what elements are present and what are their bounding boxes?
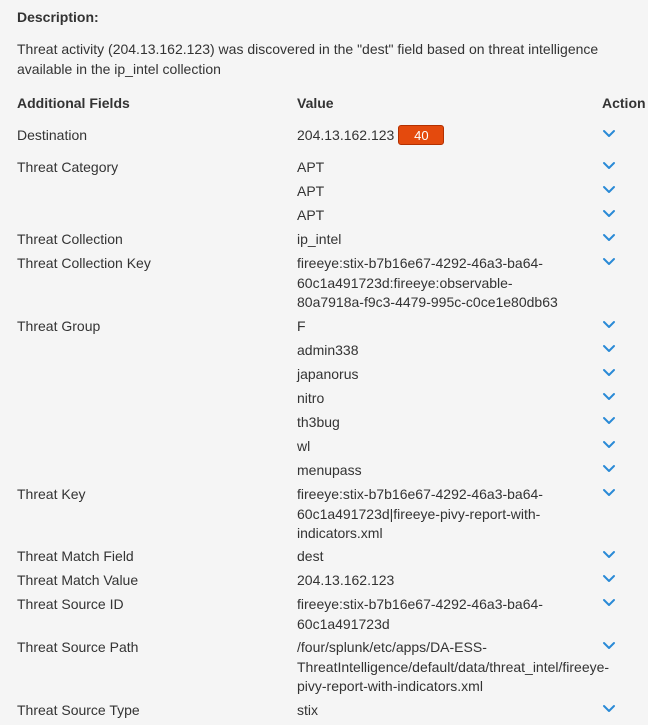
field-values: [297, 595, 597, 634]
header-additional-fields: Additional Fields: [17, 95, 130, 111]
field-value-item: [297, 595, 597, 634]
field-name: Threat Group: [17, 318, 101, 334]
field-value-item: [297, 413, 597, 431]
chevron-down-icon[interactable]: [602, 344, 616, 354]
chevron-down-icon[interactable]: [602, 161, 616, 171]
field-value: 204.13.162.123: [297, 127, 395, 143]
field-value-item: [297, 437, 597, 455]
header-value: Value: [297, 95, 334, 111]
field-value: th3bug: [297, 414, 340, 430]
field-value-item: [297, 206, 597, 224]
field-value-item: [297, 389, 597, 407]
chevron-down-icon[interactable]: [602, 550, 616, 560]
chevron-down-icon[interactable]: [602, 464, 616, 474]
chevron-down-icon[interactable]: [602, 440, 616, 450]
field-values: [297, 571, 597, 589]
field-value: wl: [297, 438, 311, 454]
chevron-down-icon[interactable]: [602, 185, 616, 195]
header-action: Action: [602, 95, 646, 111]
field-value-item: [297, 230, 597, 248]
field-value-item: [297, 158, 597, 176]
field-value-item: [297, 547, 597, 565]
chevron-down-icon[interactable]: [602, 129, 616, 139]
field-value-item: [297, 317, 597, 335]
field-values: [297, 126, 597, 145]
field-value: japanorus: [297, 366, 359, 382]
field-value: fireeye:stix-b7b16e67-4292-46a3-ba64-60c1a491723d|fireeye-pivy-report-with-indicators.xml: [297, 486, 543, 541]
field-values: [297, 638, 610, 697]
chevron-down-icon[interactable]: [602, 641, 616, 651]
field-value: 204.13.162.123: [297, 572, 395, 588]
field-name: Threat Source Path: [17, 639, 139, 655]
chevron-down-icon[interactable]: [602, 598, 616, 608]
chevron-down-icon[interactable]: [602, 416, 616, 426]
field-value: nitro: [297, 390, 325, 406]
field-name: Threat Key: [17, 486, 86, 502]
field-value-item: [297, 365, 597, 383]
field-values: [297, 254, 597, 313]
field-value: admin338: [297, 342, 359, 358]
chevron-down-icon[interactable]: [602, 320, 616, 330]
field-values: [297, 701, 597, 719]
field-value-item: [297, 638, 610, 697]
field-name: Threat Source ID: [17, 596, 124, 612]
chevron-down-icon[interactable]: [602, 704, 616, 714]
field-name: Threat Match Field: [17, 548, 134, 564]
field-values: [297, 317, 597, 479]
field-value: /four/splunk/etc/apps/DA-ESS-ThreatIntelligence/default/data/threat_intel/fireeye-pivy-report-with-indicators.xml: [297, 639, 610, 694]
description-text: Threat activity (204.13.162.123) was discovered in the "dest" field based on threat intelligence available in the ip_intel collection: [17, 41, 599, 77]
field-value: dest: [297, 548, 324, 564]
field-name: Threat Match Value: [17, 572, 139, 588]
field-name: Threat Collection Key: [17, 255, 151, 271]
field-value: menupass: [297, 462, 362, 478]
field-value: fireeye:stix-b7b16e67-4292-46a3-ba64-60c1a491723d:fireeye:observable-80a7918a-f9c3-4479-995c-c0ce1e80db63: [297, 255, 558, 310]
chevron-down-icon[interactable]: [602, 233, 616, 243]
field-value-item: [297, 571, 597, 589]
field-values: [297, 158, 597, 224]
field-value: APT: [297, 207, 325, 223]
chevron-down-icon[interactable]: [602, 574, 616, 584]
chevron-down-icon[interactable]: [602, 392, 616, 402]
risk-score-badge: 40: [398, 125, 444, 145]
field-values: [297, 485, 597, 544]
field-value-item: [297, 341, 597, 359]
field-value-item: [297, 126, 597, 145]
field-value: stix: [297, 702, 318, 718]
field-values: [297, 230, 597, 248]
field-name: Threat Category: [17, 159, 119, 175]
field-value: F: [297, 318, 306, 334]
field-value-item: [297, 485, 597, 544]
field-name: Threat Source Type: [17, 702, 140, 718]
field-values: [297, 547, 597, 565]
field-value-item: [297, 701, 597, 719]
chevron-down-icon[interactable]: [602, 257, 616, 267]
field-name: Threat Collection: [17, 231, 123, 247]
field-value-item: [297, 254, 597, 313]
field-name: Destination: [17, 127, 88, 143]
description-title: Description:: [17, 9, 99, 25]
field-value: APT: [297, 183, 325, 199]
chevron-down-icon[interactable]: [602, 209, 616, 219]
chevron-down-icon[interactable]: [602, 368, 616, 378]
field-value: ip_intel: [297, 231, 342, 247]
field-value-item: [297, 182, 597, 200]
field-value: APT: [297, 159, 325, 175]
chevron-down-icon[interactable]: [602, 488, 616, 498]
field-value: fireeye:stix-b7b16e67-4292-46a3-ba64-60c1a491723d: [297, 596, 543, 632]
field-value-item: [297, 461, 597, 479]
